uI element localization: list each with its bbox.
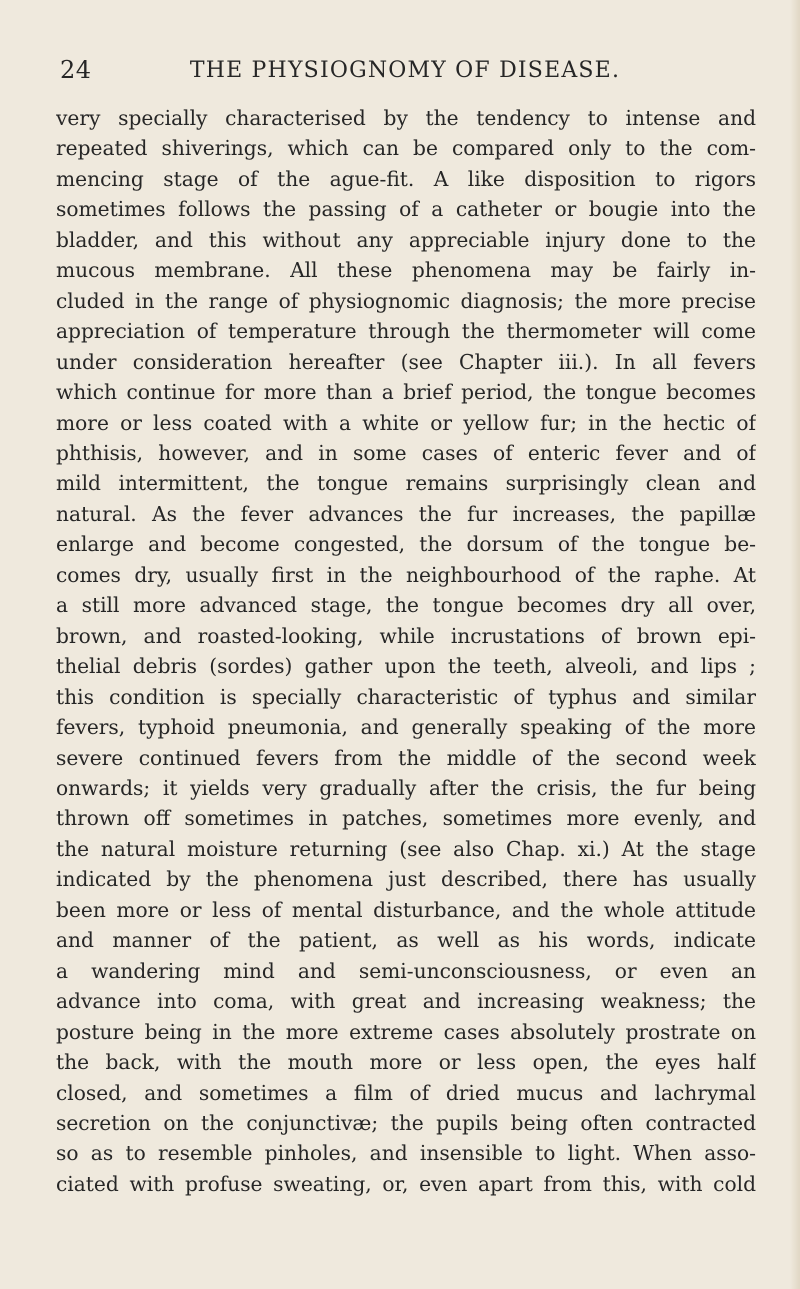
text-line: so as to resemble pinholes, and insensible to light. When asso-: [56, 1141, 756, 1166]
text-line: fevers, typhoid pneumonia, and generally speaking of the more: [56, 715, 756, 740]
text-line: a wandering mind and semi-unconsciousness, or even an: [56, 958, 756, 983]
text-line: repeated shiverings, which can be compared only to the com-: [56, 136, 756, 161]
text-line: appreciation of temperature through the thermometer will come: [56, 319, 756, 344]
text-line: onwards; it yields very gradually after the crisis, the fur being: [56, 775, 756, 800]
text-line: secretion on the conjunctivæ; the pupils being often contracted: [56, 1110, 756, 1135]
text-line: severe continued fevers from the middle of the second week: [56, 745, 756, 770]
text-line: natural. As the fever advances the fur increases, the papillæ: [56, 501, 756, 526]
text-line: advance into coma, with great and increasing weakness; the: [56, 989, 756, 1014]
text-line: this condition is specially characteristic of typhus and similar: [56, 684, 756, 709]
text-line: very specially characterised by the tendency to intense and: [56, 106, 756, 130]
text-line: thelial debris (sordes) gather upon the teeth, alveoli, and lips ;: [56, 654, 756, 679]
text-line: cluded in the range of physiognomic diagnosis; the more precise: [56, 288, 756, 313]
text-line: closed, and sometimes a film of dried mucus and lachrymal: [56, 1080, 756, 1105]
text-line: the natural moisture returning (see also Chap. xi.) At the stage: [56, 836, 756, 861]
text-line: more or less coated with a white or yellow fur; in the hectic of: [56, 410, 756, 435]
text-line: posture being in the more extreme cases absolutely prostrate on: [56, 1019, 756, 1044]
text-line: enlarge and become congested, the dorsum of the tongue be-: [56, 532, 756, 557]
body-text: [56, 103, 756, 1199]
page-header: [60, 50, 750, 90]
text-line: ciated with profuse sweating, or, even apart from this, with cold: [56, 1171, 756, 1196]
text-line: mencing stage of the ague-fit. A like disposition to rigors: [56, 166, 756, 191]
text-line: a still more advanced stage, the tongue becomes dry all over,: [56, 593, 756, 618]
page-edge-shadow: [790, 0, 800, 1289]
text-line: mucous membrane. All these phenomena may be fairly in-: [56, 258, 756, 283]
text-line: phthisis, however, and in some cases of enteric fever and of: [56, 440, 756, 465]
text-line: thrown off sometimes in patches, sometimes more evenly, and: [56, 806, 756, 831]
text-line: mild intermittent, the tongue remains surprisingly clean and: [56, 471, 756, 496]
text-line: sometimes follows the passing of a catheter or bougie into the: [56, 197, 756, 222]
text-line: indicated by the phenomena just described, there has usually: [56, 867, 756, 892]
text-line: and manner of the patient, as well as his words, indicate: [56, 928, 756, 953]
text-line: brown, and roasted-looking, while incrustations of brown epi-: [56, 623, 756, 648]
text-line: under consideration hereafter (see Chapter iii.). In all fevers: [56, 349, 756, 374]
running-head: THE PHYSIOGNOMY OF DISEASE.: [189, 57, 621, 84]
text-line: bladder, and this without any appreciable injury done to the: [56, 227, 756, 252]
text-line: which continue for more than a brief period, the tongue becomes: [56, 380, 756, 405]
text-line: the back, with the mouth more or less open, the eyes half: [56, 1050, 756, 1075]
page-number: 24: [60, 56, 92, 84]
text-line: comes dry, usually first in the neighbourhood of the raphe. At: [56, 562, 756, 587]
text-line: been more or less of mental disturbance, and the whole attitude: [56, 897, 756, 922]
